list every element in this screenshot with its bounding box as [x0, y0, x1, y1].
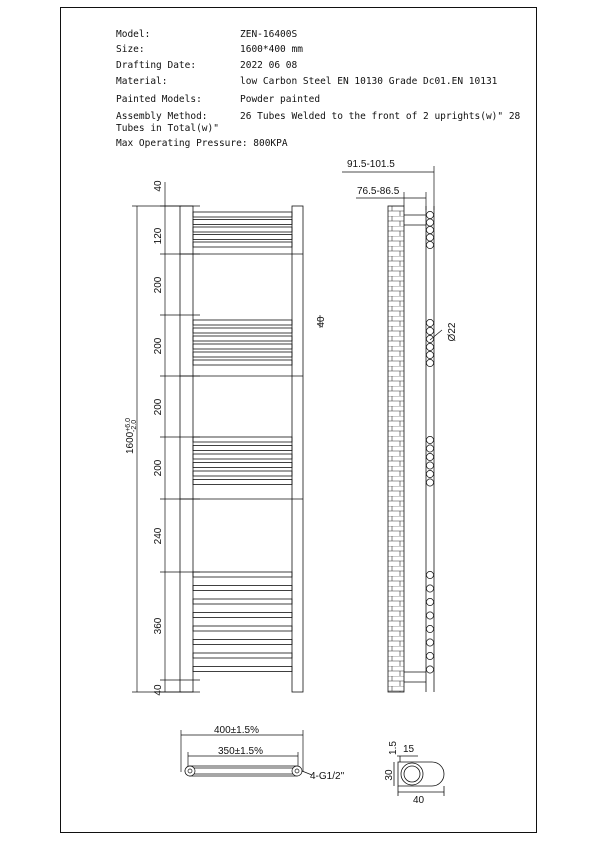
tube-cross-section	[426, 351, 433, 358]
depth-inner-label: 76.5-86.5	[357, 186, 400, 197]
tube-cross-section	[426, 445, 433, 452]
horizontal-tube	[193, 220, 292, 225]
horizontal-tube	[193, 463, 292, 468]
spec-label-material: Material:	[116, 76, 168, 87]
segment-label-1: 120	[153, 227, 164, 245]
segment-label-3: 200	[153, 337, 164, 355]
horizontal-tube	[193, 586, 292, 591]
segment-label-bottom: 40	[153, 684, 164, 696]
front-view	[180, 206, 303, 692]
spec-value-painted-models: Powder painted	[240, 94, 321, 105]
tube-cross-section	[426, 359, 433, 366]
tube-cross-section	[426, 470, 433, 477]
tube-cross-section	[426, 666, 433, 673]
tube-cross-section	[426, 598, 433, 605]
tube-cross-section	[426, 241, 433, 248]
spec-value-assembly-method: 26 Tubes Welded to the front of 2 uprights(w)" 28	[240, 111, 521, 122]
left-upright	[180, 206, 193, 692]
side-tube-circles	[426, 211, 433, 673]
tube-cross-section	[426, 436, 433, 443]
horizontal-tube	[193, 344, 292, 349]
horizontal-tube	[193, 360, 292, 365]
horizontal-tube	[193, 352, 292, 357]
left-valve-port	[185, 766, 195, 776]
horizontal-tube	[193, 480, 292, 485]
valve-depth-label: 40	[413, 795, 425, 806]
horizontal-tube	[193, 454, 292, 459]
spec-assembly-continuation: Tubes in Total(w)"	[116, 123, 219, 134]
tube-cross-section	[426, 234, 433, 241]
tube-cross-section	[426, 652, 433, 659]
tube-cross-section	[426, 211, 433, 218]
horizontal-tube	[193, 235, 292, 240]
horizontal-tube	[193, 227, 292, 232]
horizontal-tube	[193, 471, 292, 476]
valve-offset-label: 1.5	[388, 741, 399, 755]
horizontal-tube	[193, 640, 292, 645]
tube-cross-section	[426, 319, 433, 326]
spec-label-drafting-date: Drafting Date:	[116, 60, 197, 71]
segment-label-top: 40	[153, 180, 164, 192]
horizontal-tube	[193, 437, 292, 442]
spec-label-painted-models: Painted Models:	[116, 94, 202, 105]
tube-cross-section	[426, 625, 433, 632]
segment-label-7: 360	[153, 617, 164, 635]
bottom-rail-outline	[185, 766, 301, 776]
spec-value-model: ZEN-16400S	[240, 29, 298, 40]
horizontal-tube	[193, 599, 292, 604]
horizontal-tube	[193, 242, 292, 247]
horizontal-tube	[193, 572, 292, 577]
tube-group	[180, 212, 303, 672]
horizontal-tube	[193, 446, 292, 451]
tube-diameter-label: Ø22	[447, 322, 458, 342]
horizontal-tube	[193, 320, 292, 325]
thread-label: 4-G1/2"	[310, 771, 345, 782]
spec-value-material: low Carbon Steel EN 10130 Grade Dc01.EN 10131	[240, 76, 498, 87]
spec-value-size: 1600*400 mm	[240, 44, 303, 55]
tube-cross-section	[426, 479, 433, 486]
spec-value-drafting-date: 2022 06 08	[240, 60, 298, 71]
tube-cross-section	[426, 462, 433, 469]
tube-cross-section	[426, 612, 433, 619]
segment-label-5: 200	[153, 459, 164, 477]
right-upright	[292, 206, 303, 692]
horizontal-tube	[193, 336, 292, 341]
spec-label-model: Model:	[116, 29, 151, 40]
depth-outer-label: 91.5-101.5	[347, 159, 395, 170]
horizontal-tube	[193, 667, 292, 672]
valve-width-label: 15	[403, 744, 415, 755]
spec-label-size: Size:	[116, 44, 145, 55]
tube-cross-section	[426, 226, 433, 233]
tube-cross-section	[426, 571, 433, 578]
segment-label-2: 200	[153, 276, 164, 294]
horizontal-tube	[193, 626, 292, 631]
spec-label-assembly-method: Assembly Method:	[116, 111, 208, 122]
tube-cross-section	[426, 335, 433, 342]
side-view	[342, 159, 458, 692]
right-valve-port	[292, 766, 302, 776]
segment-label-6: 240	[153, 527, 164, 545]
tube-cross-section	[426, 639, 433, 646]
spec-max-pressure: Max Operating Pressure: 800KPA	[116, 138, 288, 149]
tube-cross-section	[426, 453, 433, 460]
valve-detail	[394, 756, 444, 796]
wall-brick-section	[388, 206, 404, 692]
tube-cross-section	[426, 327, 433, 334]
valve-height-label: 30	[384, 769, 395, 781]
tube-cross-section	[426, 585, 433, 592]
tube-cross-section	[426, 343, 433, 350]
bottom-centers-label: 350±1.5%	[218, 746, 263, 757]
horizontal-tube	[193, 328, 292, 333]
horizontal-tube	[193, 212, 292, 217]
horizontal-tube	[193, 613, 292, 618]
bottom-width-label: 400±1.5%	[214, 725, 259, 736]
bracket-offset-label: 40	[316, 316, 327, 328]
segment-label-4: 200	[153, 398, 164, 416]
tube-cross-section	[426, 219, 433, 226]
horizontal-tube	[193, 653, 292, 658]
overall-height-label: $1600^{+6.0}-2.0$	[125, 417, 138, 455]
